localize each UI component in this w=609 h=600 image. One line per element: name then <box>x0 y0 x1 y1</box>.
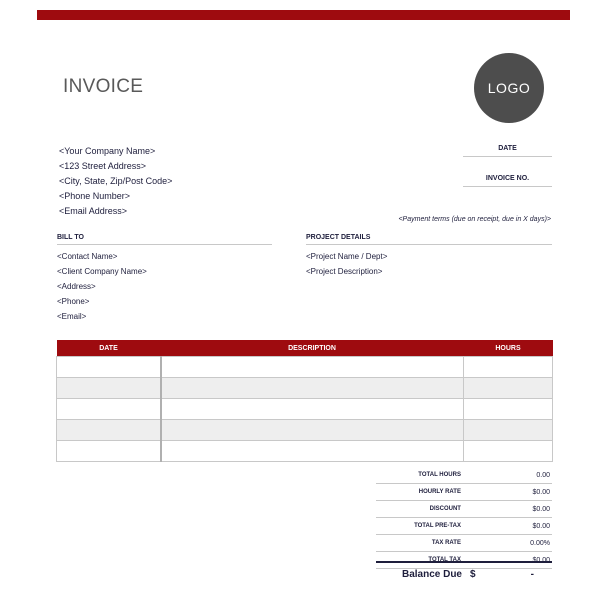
tax-rate-value[interactable]: 0.00% <box>530 539 550 547</box>
cell-date[interactable] <box>57 399 161 420</box>
bill-to-contact: <Contact Name> <box>57 252 118 261</box>
cell-description[interactable] <box>161 357 464 378</box>
company-street: <123 Street Address> <box>59 161 147 171</box>
date-field[interactable]: DATE <box>463 145 552 157</box>
table-row <box>57 441 553 462</box>
hourly-rate-label: HOURLY RATE <box>418 489 461 495</box>
column-header-date: DATE <box>57 340 161 357</box>
cell-description[interactable] <box>161 420 464 441</box>
cell-hours[interactable] <box>464 441 553 462</box>
company-logo <box>474 53 544 123</box>
total-pretax-value: $0.00 <box>532 522 550 530</box>
cell-description[interactable] <box>161 441 464 462</box>
cell-hours[interactable] <box>464 378 553 399</box>
balance-due-row <box>376 561 552 585</box>
bill-to-heading: BILL TO <box>57 234 272 245</box>
logo-text: LOGO <box>487 80 531 96</box>
cell-hours[interactable] <box>464 357 553 378</box>
cell-date[interactable] <box>57 441 161 462</box>
cell-date[interactable] <box>57 378 161 399</box>
column-header-description: DESCRIPTION <box>161 340 464 357</box>
project-details-heading: PROJECT DETAILS <box>306 234 552 245</box>
bill-to-details <box>57 249 147 324</box>
table-row <box>57 378 553 399</box>
cell-description[interactable] <box>161 378 464 399</box>
cell-description[interactable] <box>161 399 464 420</box>
tax-rate-label: TAX RATE <box>431 540 461 546</box>
project-name: <Project Name / Dept> <box>306 252 388 261</box>
balance-currency-symbol: $ <box>470 568 476 580</box>
hourly-rate-value[interactable]: $0.00 <box>532 488 550 496</box>
cell-date[interactable] <box>57 357 161 378</box>
payment-terms: <Payment terms (due on receipt, due in X days)> <box>398 216 551 223</box>
total-pretax-row <box>376 518 552 535</box>
discount-row <box>376 501 552 518</box>
invoice-number-field[interactable]: INVOICE NO. <box>463 175 552 187</box>
total-pretax-label: TOTAL PRE-TAX <box>414 523 461 529</box>
column-header-hours: HOURS <box>464 340 553 357</box>
company-city: <City, State, Zip/Post Code> <box>59 176 173 186</box>
company-email: <Email Address> <box>59 206 128 216</box>
table-row <box>57 399 553 420</box>
table-row <box>57 420 553 441</box>
company-info <box>59 144 172 219</box>
bill-to-email: <Email> <box>57 312 87 321</box>
total-hours-row <box>376 467 552 484</box>
cell-hours[interactable] <box>464 420 553 441</box>
totals-summary <box>376 467 552 569</box>
discount-value[interactable]: $0.00 <box>532 505 550 513</box>
company-name: <Your Company Name> <box>59 146 156 156</box>
project-details <box>306 249 387 279</box>
bill-to-address: <Address> <box>57 282 96 291</box>
line-items-table <box>56 340 553 462</box>
cell-date[interactable] <box>57 420 161 441</box>
total-hours-label: TOTAL HOURS <box>418 472 461 478</box>
table-header-row <box>57 340 553 357</box>
invoice-title: INVOICE <box>63 76 144 97</box>
balance-due-value: - <box>530 568 534 580</box>
table-row <box>57 357 553 378</box>
total-tax-value: $0.00 <box>532 556 550 564</box>
bill-to-company: <Client Company Name> <box>57 267 147 276</box>
discount-label: DISCOUNT <box>429 506 461 512</box>
total-hours-value: 0.00 <box>536 471 550 479</box>
hourly-rate-row <box>376 484 552 501</box>
cell-hours[interactable] <box>464 399 553 420</box>
company-phone: <Phone Number> <box>59 191 131 201</box>
balance-due-label: Balance Due <box>401 568 462 580</box>
tax-rate-row <box>376 535 552 552</box>
top-accent-bar <box>37 10 570 20</box>
bill-to-phone: <Phone> <box>57 297 90 306</box>
project-description: <Project Description> <box>306 267 383 276</box>
total-tax-label: TOTAL TAX <box>428 557 461 563</box>
